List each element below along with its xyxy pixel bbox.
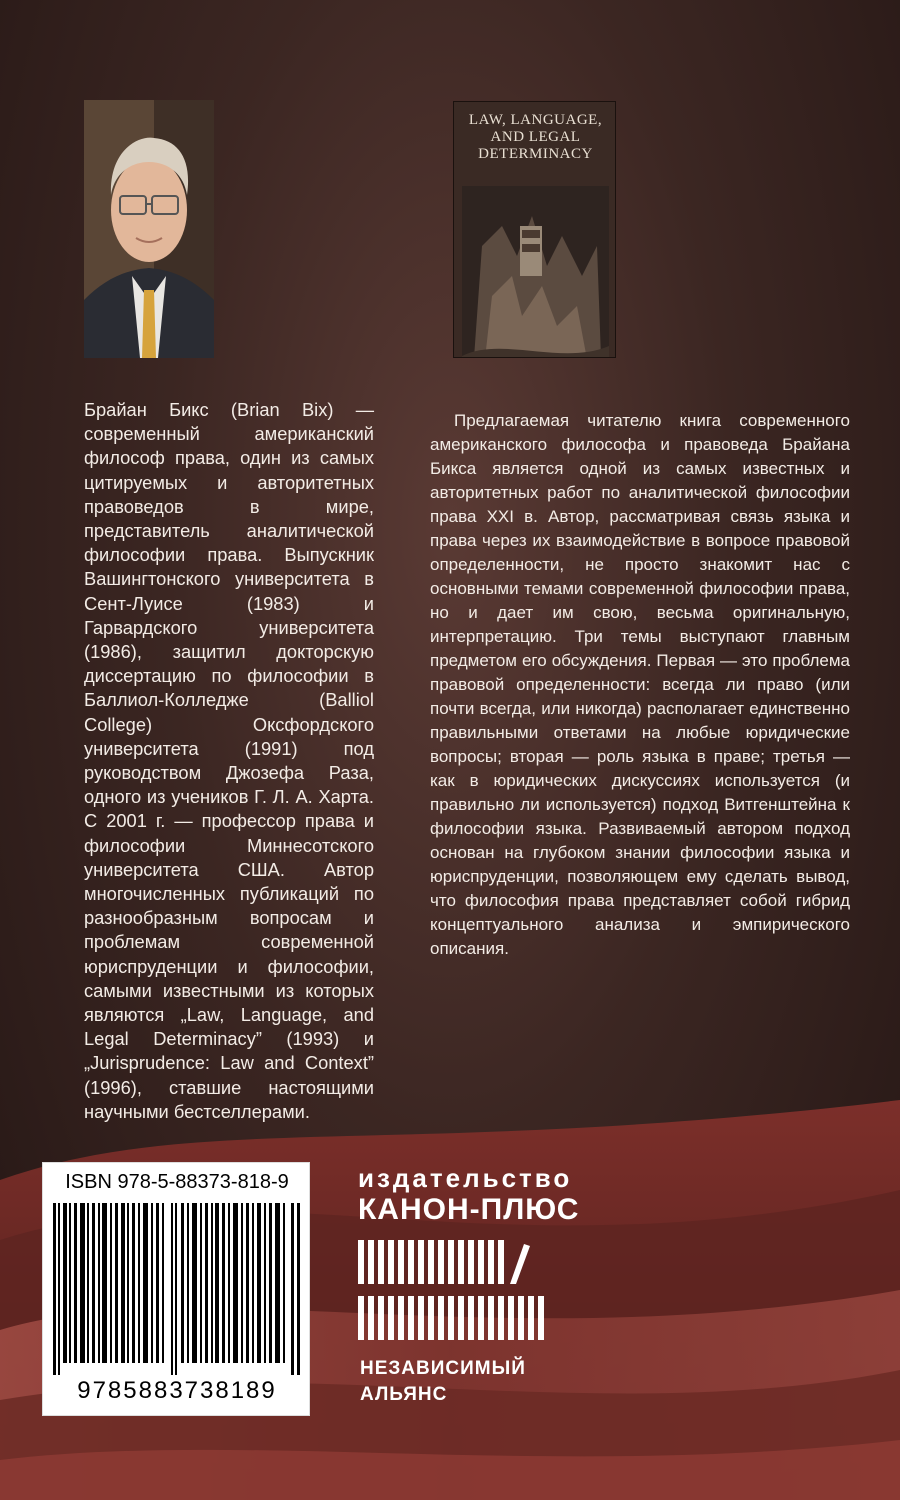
- publisher-label: издательство: [358, 1163, 573, 1193]
- barcode-icon: [53, 1203, 301, 1375]
- publisher-name: КАНОН-ПЛЮС: [358, 1193, 580, 1226]
- book-title-line: DETERMINACY: [478, 146, 593, 162]
- barcode-digits: 9785883738189: [77, 1377, 277, 1404]
- author-bio: Брайан Бикс (Brian Bix) — современный американский философ права, один из самых цитируемых и авторитетных правоведов в мире, представитель аналитической философии права. Выпускник Вашингтонского университета в Сент-Луисе (1983) и Гарвардского университета (1986), защитил докторскую диссертацию по философии в Баллиол-Колледже (Balliol College) Оксфордского университета (1991) под руководством Джозефа Раза, одного из учеников Г. Л. А. Харта. С 2001 г. — профессор права и философии Миннесотского университета США. Автор многочисленных публикаций по разнообразным вопросам и проблемам современной юриспруденции и философии, самыми известными из которых являются „Law, Language, and Legal Determinacy” (1993) и „Jurisprudence: Law and Context” (1996), ставшие настоящими научными бестселлерами.: [84, 399, 374, 1122]
- alliance-logo-text: [360, 1356, 526, 1408]
- book-thumbnail-title: [454, 112, 616, 163]
- books-logo-bottom-icon: [358, 1296, 608, 1340]
- book-thumbnail: [453, 101, 616, 358]
- isbn-label: ISBN 978-5-88373-818-9: [65, 1171, 289, 1193]
- barcode-panel: [42, 1162, 310, 1416]
- book-description: Предлагаемая читателю книга современного американского философа и правоведа Брайана Бикса является одной из самых известных и авторитетных работ по аналитической философии права XXI в. Автор, рассматривая связь языка и права через их взаимодействие в вопросе правовой определенности, не просто знакомит нас с основными темами современной философии права, но и дает им свою, весьма оригинальную, интерпретацию. Три темы выступают главным предметом его обсуждения. Первая — это проблема правовой определенности: всегда ли право (или почти всегда, или никогда) располагает единственно правильными ответами на любые юридические вопросы; вторая — роль языка в праве; третья — как в юридических дискуссиях используется (и правильно ли используется) подход Витгенштейна к философии языка. Развиваемый автором подход основан на глубоком знании философии языка и юриспруденции, позволяющем ему сделать вывод, что философия права представляет собой гибрид концептуального анализа и эмпирического описания.: [430, 411, 850, 958]
- alliance-line: НЕЗАВИСИМЫЙ: [360, 1358, 526, 1379]
- book-thumbnail-illustration: [462, 186, 609, 358]
- books-logo-top-icon: [358, 1240, 608, 1284]
- alliance-line: АЛЬЯНС: [360, 1384, 448, 1405]
- book-title-line: AND LEGAL: [490, 129, 581, 145]
- author-photo: [84, 100, 214, 358]
- book-title-line: LAW, LANGUAGE,: [468, 112, 603, 128]
